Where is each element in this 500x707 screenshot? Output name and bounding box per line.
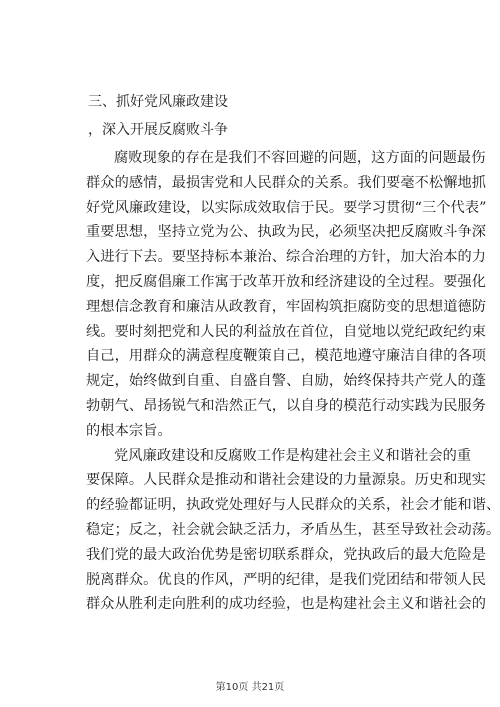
text-line: 规定，始终做到自重、自盛自警、自励，始终保持共产党人的蓬 <box>86 373 487 390</box>
text-line: 度，把反腐倡廉工作寓于改革开放和经济建设的全过程。要强化 <box>86 273 487 290</box>
text-line: 腐败现象的存在是我们不容回避的问题，这方面的问题最伤 <box>114 150 486 166</box>
text-line: 的根本宗旨。 <box>86 422 172 439</box>
text-line: 稳定；反之，社会就会缺乏活力，矛盾丛生，甚至导致社会动荡。 <box>86 521 500 538</box>
text-line: 脱离群众。优良的作风，严明的纪律，是我们党团结和带领人民 <box>86 571 487 588</box>
text-line: 党风廉政建设和反腐败工作是构建社会主义和谐社会的重 <box>114 447 472 464</box>
text-line: 理想信念教育和廉洁从政教育，牢固构筑拒腐防变的思想道德防 <box>86 298 487 315</box>
body-text <box>86 146 500 617</box>
text-line: 群众的感情，最损害党和人民群众的关系。我们要毫不松懈地抓 <box>86 174 487 191</box>
text-line: 我们党的最大政治优势是密切联系群众，党执政后的最大危险是 <box>86 546 487 563</box>
text-line: 重要思想，坚持立党为公、执政为民，必须坚决把反腐败斗争深 <box>86 224 487 241</box>
sub-heading: ，深入开展反腐败斗争 <box>88 122 228 138</box>
text-line: 勃朝气、昂扬锐气和浩然正气，以自身的模范行动实践为民服务 <box>86 397 487 414</box>
text-line: 群众从胜利走向胜利的成功经验，也是构建社会主义和谐社会的 <box>86 596 487 613</box>
text-line: 的经验都证明，执政党处理好与人民群众的关系，社会才能和谐、 <box>86 497 500 514</box>
text-line: 自己，用群众的满意程度鞭策自己，模范地遵守廉洁自律的各项 <box>86 348 487 365</box>
section-heading: 三、抓好党风廉政建设 <box>88 94 228 110</box>
text-line: 入进行下去。要坚持标本兼治、综合治理的方针，加大治本的力 <box>86 249 487 266</box>
page-footer: 第10页 共21页 <box>215 682 285 693</box>
text-line: 线。要时刻把党和人民的利益放在首位，自觉地以党纪政纪约束 <box>86 323 487 340</box>
text-line: 好党风廉政建设，以实际成效取信于民。要学习贯彻“三个代表” <box>86 199 487 216</box>
text-line: 要保障。人民群众是推动和谐社会建设的力量源泉。历史和现实 <box>86 472 487 489</box>
